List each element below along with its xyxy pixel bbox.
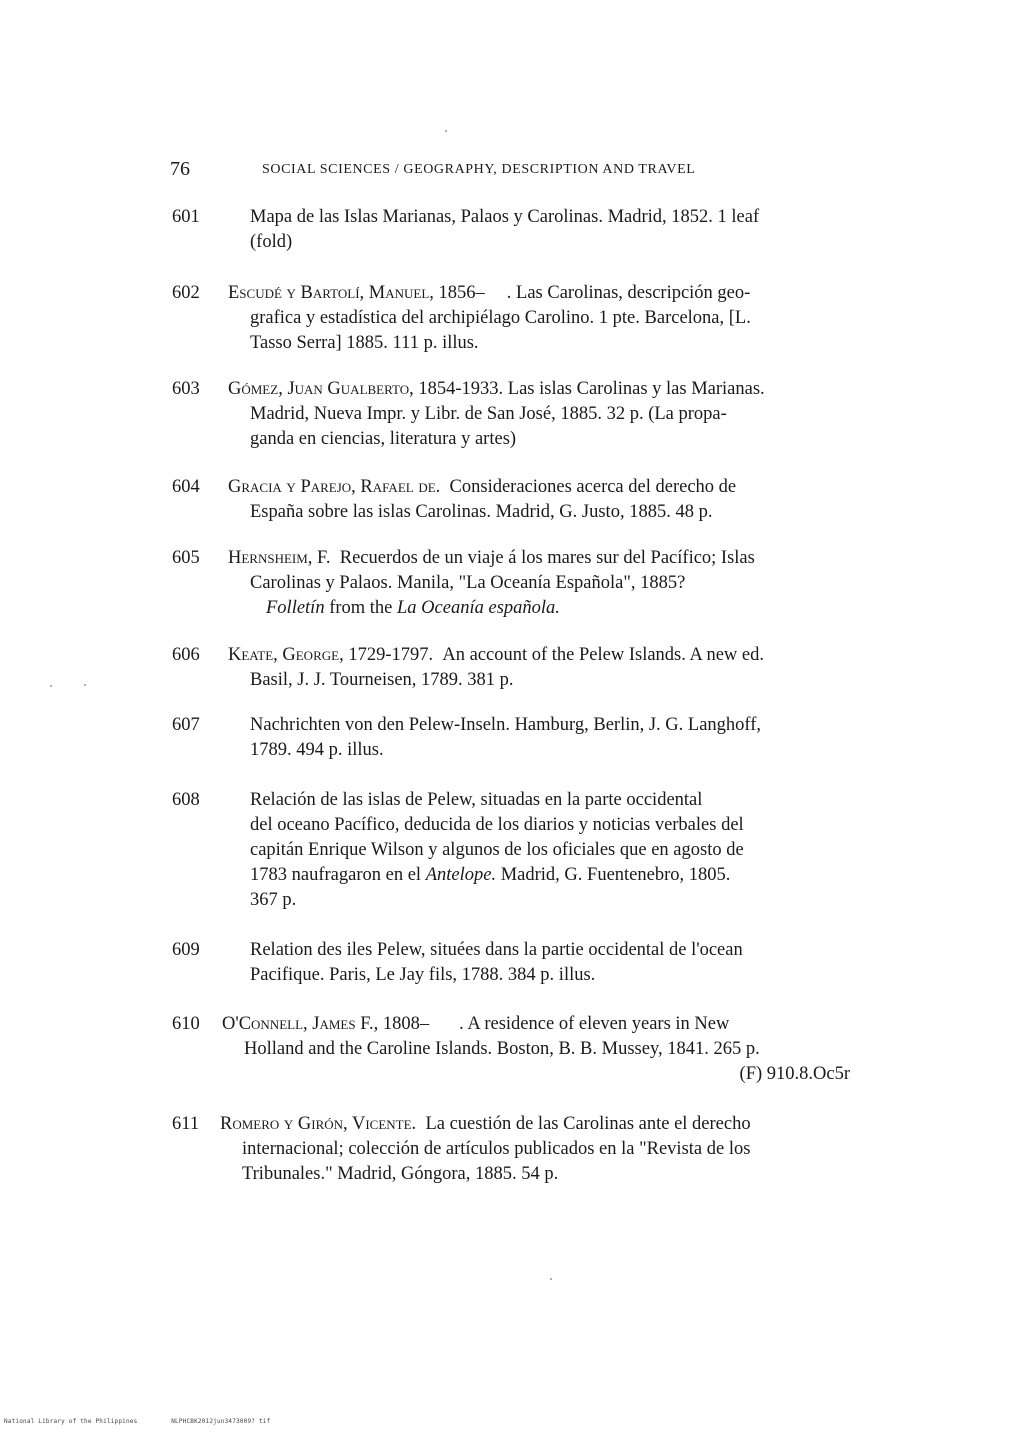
entry-number: 601 [172,207,200,227]
entry-text [250,713,852,763]
entry-number: 608 [172,790,200,810]
scan-speck [84,684,86,686]
entry-line: 1789. 494 p. illus. [250,740,384,760]
entry-text [250,205,852,255]
entry-number: 604 [172,477,200,497]
entry-line: Consideraciones acerca del derecho de [449,477,737,497]
entry-line: (fold) [250,232,293,252]
entry-author: Escudé y Bartolí, Manuel, 1856– [228,283,485,303]
entry-number: 611 [172,1114,200,1134]
entry-line: grafica y estadística del archipiélago Carolino. 1 pte. Barcelona, [L. [250,308,751,328]
entry-note: Folletín from the La Oceanía española. [266,598,560,618]
entry-text [250,788,852,913]
scan-id: NLPHCBK2012jun3473009? tif [171,1418,271,1425]
entry-line: Basil, J. J. Tourneisen, 1789. 381 p. [250,670,514,690]
entry-author: Romero y Girón, Vicente. [220,1114,417,1134]
entry-number: 602 [172,283,200,303]
entry-line: Pacifique. Paris, Le Jay fils, 1788. 384 p. illus. [250,965,596,985]
entry-line: España sobre las islas Carolinas. Madrid, G. Justo, 1885. 48 p. [250,502,713,522]
entry-line: Relation des iles Pelew, situées dans la partie occidental de l'ocean [250,940,743,960]
scan-speck [50,685,52,687]
entry-number: 607 [172,715,200,735]
entry-line: Carolinas y Palaos. Manila, "La Oceanía Española", 1885? [250,573,686,593]
entry-text [250,938,852,988]
entry-line: 367 p. [250,890,297,910]
entry-line: . A residence of eleven years in New [459,1014,730,1034]
entry-text [228,475,852,525]
entry-number: 606 [172,645,200,665]
entry-text [222,1012,852,1087]
entry-line: Holland and the Caroline Islands. Boston, B. B. Mussey, 1841. 265 p. [244,1039,760,1059]
entry-author: Keate, George, 1729-1797. [228,645,434,665]
entry-text [228,281,852,356]
entry-text [220,1112,852,1187]
scan-footer [4,1418,300,1425]
entry-line: Mapa de las Islas Marianas, Palaos y Carolinas. Madrid, 1852. 1 leaf [250,207,760,227]
entry-number: 605 [172,548,200,568]
entry-text [228,643,852,693]
ship-name: Antelope. [425,865,497,885]
entry-text [228,546,852,621]
entry-line: internacional; colección de artículos publicados en la "Revista de los [242,1139,751,1159]
entry-number: 610 [172,1014,200,1034]
entry-text [228,377,852,452]
entry-line: ganda en ciencias, literatura y artes) [250,429,517,449]
page-number: 76 [170,158,190,180]
entry-number: 603 [172,379,200,399]
entry-line: Tasso Serra] 1885. 111 p. illus. [250,333,479,353]
entry-line: Madrid, Nueva Impr. y Libr. de San José, 1885. 32 p. (La propa- [250,404,727,424]
entry-line: Recuerdos de un viaje á los mares sur del Pacífico; Islas [339,548,755,568]
entry-line: Relación de las islas de Pelew, situadas en la parte occidental [250,790,703,810]
entry-line: . Las Carolinas, descripción geo- [506,283,751,303]
entry-line: Las islas Carolinas y las Marianas. [507,379,765,399]
entry-line: capitán Enrique Wilson y algunos de los oficiales que en agosto de [250,840,744,860]
entry-author: Hernsheim, F. [228,548,331,568]
entry-number: 609 [172,940,200,960]
entry-author: O'Connell, James F., 1808– [222,1014,430,1034]
scan-speck [445,130,447,132]
entry-line: del oceano Pacífico, deducida de los diarios y noticias verbales del [250,815,744,835]
entry-line: Tribunales." Madrid, Góngora, 1885. 54 p. [242,1164,559,1184]
entry-line: Nachrichten von den Pelew-Inseln. Hamburg, Berlin, J. G. Langhoff, [250,715,762,735]
entry-author: Gómez, Juan Gualberto, 1854-1933. [228,379,504,399]
entry-line: La cuestión de las Carolinas ante el derecho [425,1114,751,1134]
entry-line: An account of the Pelew Islands. A new ed. [442,645,764,665]
entry-line: Madrid, G. Fuentenebro, 1805. [496,865,731,885]
page-header [170,158,870,184]
library-credit: National Library of the Philippines [4,1418,138,1425]
entry-line: 1783 naufragaron en el [250,865,426,885]
entry-author: Gracia y Parejo, Rafael de. [228,477,441,497]
running-head: SOCIAL SCIENCES / GEOGRAPHY, DESCRIPTION AND TRAVEL [262,162,696,177]
scan-speck [550,1278,552,1280]
call-number: (F) 910.8.Oc5r [739,1064,850,1084]
